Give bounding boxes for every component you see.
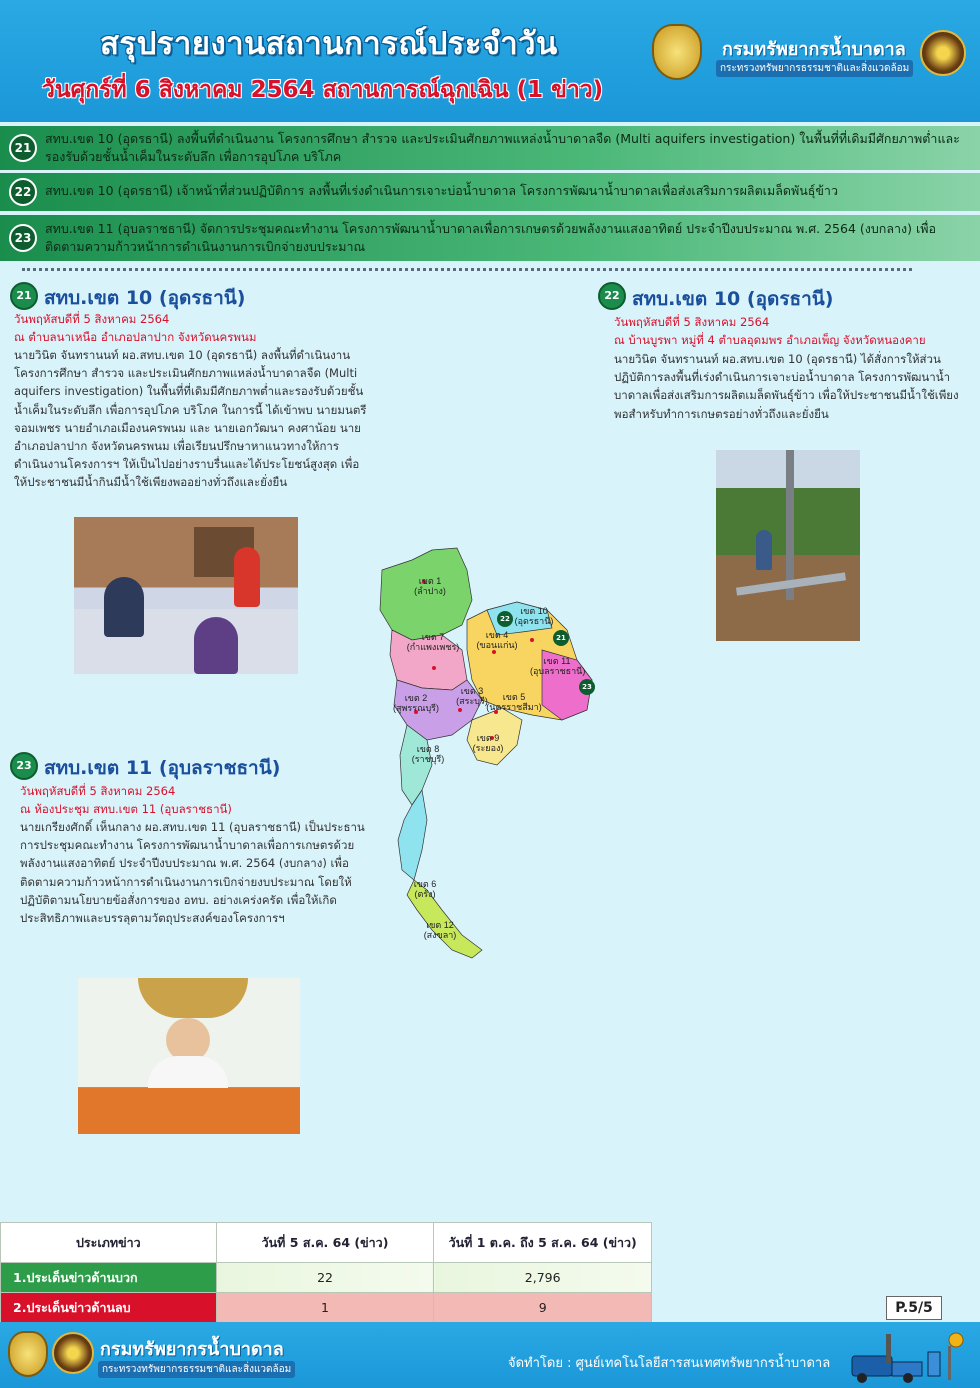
map-label-region-5: เขต 5 (นครราชสีมา) xyxy=(486,692,542,712)
summary-row-23 xyxy=(0,215,980,261)
footer-org-sub: กระทรวงทรัพยากรธรรมชาติและสิ่งแวดล้อม xyxy=(98,1361,295,1378)
page-title: สรุปรายงานสถานการณ์ประจำวัน xyxy=(100,26,558,62)
summary-row-22 xyxy=(0,173,980,211)
positive-today: 22 xyxy=(216,1263,434,1293)
summary-number-badge: 21 xyxy=(9,134,37,162)
footer-department-emblem-icon xyxy=(8,1331,48,1377)
map-label-region-11: เขต 11 (อุบลราชธานี) xyxy=(530,656,586,676)
map-label-region-12: เขต 12 (สงขลา) xyxy=(423,920,457,940)
news-23-photo xyxy=(78,978,300,1134)
department-emblem-icon xyxy=(652,24,702,80)
map-label-region-3: เขต 3 (สระบุรี) xyxy=(456,686,488,706)
news-22-photo xyxy=(716,450,860,641)
header-banner xyxy=(0,0,980,122)
footer-credit: จัดทำโดย : ศูนย์เทคโนโลยีสารสนเทศทรัพยากรน้ำบาดาล xyxy=(508,1356,831,1371)
map-label-region-4: เขต 4 (ขอนแก่น) xyxy=(476,630,518,650)
news-23-location: ณ ห้องประชุม สทบ.เขต 11 (อุบลราชธานี) xyxy=(20,802,232,816)
header-org-name: กรมทรัพยากรน้ำบาดาล xyxy=(722,39,906,60)
map-label-region-9: เขต 9 (ระยอง) xyxy=(472,733,504,753)
negative-today: 1 xyxy=(216,1293,434,1323)
photo-dept-seal xyxy=(138,978,248,1018)
news-22-location: ณ บ้านบูรพา หมู่ที่ 4 ตำบลอุดมพร อำเภอเพ็ญ จังหวัดหนองคาย xyxy=(614,333,926,347)
news-21-title: สทบ.เขต 10 (อุดรธานี) xyxy=(44,287,246,309)
news-23-title: สทบ.เขต 11 (อุบลราชธานี) xyxy=(44,757,281,779)
table-header-total: วันที่ 1 ต.ค. ถึง 5 ส.ค. 64 (ข่าว) xyxy=(434,1223,652,1263)
map-dot xyxy=(492,650,496,654)
photo-person xyxy=(194,617,238,674)
news-21-badge: 21 xyxy=(10,282,38,310)
news-21-body: นายวินิต จันทรานนท์ ผอ.สทบ.เขต 10 (อุดรธานี) ลงพื้นที่ดำเนินงาน โครงการศึกษา สำรวจ และประเมินศักยภาพแหล่งน้ำบาดาลจืด (Multi aquifers investigation) ในพื้นที่ที่เดิมมีศักยภาพต่ำและรองรับด้วยชั้นน้ำเค็มในระดับลึก เพื่อการอุปโภค บริโภค ในการนี้ ได้เข้าพบ นายมนตรี จอมเพชร นายอำเภอเมืองนครพนม และ นายเอกวัฒนา คงศาน้อย นายอำเภอปลาปาก จังหวัดนครพนม เพื่อเรียนปรึกษาหาแนวทางให้การดำเนินงานโครงการฯ ให้เป็นไปอย่างราบรื่นและได้ประโยชน์สูงสุด เพื่อให้ประชาชนมีน้ำกินมีน้ำใช้เพียงพออย่างทั่วถึงและยั่งยืน xyxy=(14,348,367,490)
map-label-region-2: เขต 2 (สุพรรณบุรี) xyxy=(393,693,439,713)
news-21-date: วันพฤหัสบดีที่ 5 สิงหาคม 2564 xyxy=(14,312,170,326)
photo-person xyxy=(234,547,260,607)
map-dot xyxy=(530,638,534,642)
map-dot xyxy=(458,708,462,712)
summary-text: สทบ.เขต 10 (อุดรธานี) เจ้าหน้าที่ส่วนปฏิบัติการ ลงพื้นที่เร่งดำเนินการเจาะบ่อน้ำบาดาล โครงการพัฒนาน้ำบาดาลเพื่อส่งเสริมการผลิตเมล็ดพันธุ์ข้าว xyxy=(45,183,838,198)
map-label-region-7: เขต 7 (กำแพงเพชร) xyxy=(406,632,460,652)
table-header-row xyxy=(1,1223,652,1263)
map-label-region-6: เขต 6 (ตรัง) xyxy=(413,879,437,899)
news-21-location: ณ ตำบลนาเหนือ อำเภอปลาปาก จังหวัดนครพนม xyxy=(14,330,257,344)
photo-drill-mast xyxy=(786,450,794,600)
news-23-body: นายเกรียงศักดิ์ เห็นกลาง ผอ.สทบ.เขต 11 (อุบลราชธานี) เป็นประธานการประชุมคณะทำงาน โครงการพัฒนาน้ำบาดาลเพื่อการเกษตรด้วยพลังงานแสงอาทิตย์ ประจำปีงบประมาณ พ.ศ. 2564 (งบกลาง) เพื่อติดตามความก้าวหน้าการดำเนินงานการเบิกจ่ายงบประมาณ โดยให้ปฏิบัติตามนโยบายข้อสั่งการของ อทบ. อย่างเคร่งครัด เพื่อให้เกิดประสิทธิภาพและบรรลุตามวัตถุประสงค์ของโครงการฯ xyxy=(20,820,365,926)
map-label-region-1: เขต 1 (ลำปาง) xyxy=(414,576,446,596)
summary-text: สทบ.เขต 11 (อุบลราชธานี) จัดการประชุมคณะทำงาน โครงการพัฒนาน้ำบาดาลเพื่อการเกษตรด้วยพลังงานแสงอาทิตย์ ประจำปีงบประมาณ พ.ศ. 2564 (งบกลาง) เพื่อติดตามความก้าวหน้าการดำเนินงานการเบิกจ่ายงบประมาณ xyxy=(45,221,937,254)
negative-label: 2.ประเด็นข่าวด้านลบ xyxy=(1,1293,217,1323)
news-22-body: นายวินิต จันทรานนท์ ผอ.สทบ.เขต 10 (อุดรธานี) ได้สั่งการให้ส่วนปฏิบัติการลงพื้นที่เร่งดำเนินการเจาะบ่อน้ำบาดาล โครงการพัฒนาน้ำบาดาลเพื่อส่งเสริมการผลิตเมล็ดพันธุ์ข้าว เพื่อให้ประชาชนมีน้ำใช้เพียงพอสำหรับทำการเกษตรอย่างทั่วถึงและยั่งยืน xyxy=(614,352,959,421)
map-badge-23: 23 xyxy=(579,679,595,695)
thailand-region-map xyxy=(372,540,602,970)
map-badge-21: 21 xyxy=(553,630,569,646)
summary-number-badge: 23 xyxy=(9,224,37,252)
photo-person xyxy=(104,577,144,637)
photo-desk xyxy=(78,1088,300,1134)
map-label-region-8: เขต 8 (ราชบุรี) xyxy=(411,744,445,764)
table-header-type: ประเภทข่าว xyxy=(1,1223,217,1263)
news-23-badge: 23 xyxy=(10,752,38,780)
photo-shirt xyxy=(148,1056,228,1092)
footer-banner xyxy=(0,1322,980,1388)
page-subtitle: วันศุกร์ที่ 6 สิงหาคม 2564 สถานการณ์ฉุกเฉิน (1 ข่าว) xyxy=(42,77,604,103)
news-23-date: วันพฤหัสบดีที่ 5 สิงหาคม 2564 xyxy=(20,784,176,798)
table-row-negative xyxy=(1,1293,652,1323)
ministry-emblem-icon xyxy=(920,30,966,76)
map-dot xyxy=(432,666,436,670)
drilling-truck-icon xyxy=(848,1332,972,1384)
news-22-title: สทบ.เขต 10 (อุดรธานี) xyxy=(632,288,834,310)
summary-text: สทบ.เขต 10 (อุดรธานี) ลงพื้นที่ดำเนินงาน โครงการศึกษา สำรวจ และประเมินศักยภาพแหล่งน้ำบาดาลจืด (Multi aquifers investigation) ในพื้นที่ที่เดิมมีศักยภาพต่ำและรองรับด้วยชั้นน้ำเค็มในระดับลึก เพื่อการอุปโภค บริโภค xyxy=(45,131,960,164)
photo-worker xyxy=(756,530,772,570)
page-number: P.5/5 xyxy=(886,1296,942,1320)
header-org-sub: กระทรวงทรัพยากรธรรมชาติและสิ่งแวดล้อม xyxy=(716,60,913,77)
summary-number-badge: 22 xyxy=(9,178,37,206)
news-stats-table xyxy=(0,1222,652,1323)
map-label-region-10: เขต 10 (อุดรธานี) xyxy=(514,606,554,626)
map-badge-22: 22 xyxy=(497,611,513,627)
positive-total: 2,796 xyxy=(434,1263,652,1293)
footer-ministry-emblem-icon xyxy=(52,1332,94,1374)
negative-total: 9 xyxy=(434,1293,652,1323)
positive-label: 1.ประเด็นข่าวด้านบวก xyxy=(1,1263,217,1293)
footer-org-name: กรมทรัพยากรน้ำบาดาล xyxy=(100,1339,284,1360)
news-22-date: วันพฤหัสบดีที่ 5 สิงหาคม 2564 xyxy=(614,315,770,329)
dotted-divider xyxy=(22,268,912,271)
table-header-today: วันที่ 5 ส.ค. 64 (ข่าว) xyxy=(216,1223,434,1263)
summary-row-21 xyxy=(0,126,980,170)
table-row-positive xyxy=(1,1263,652,1293)
news-22-badge: 22 xyxy=(598,282,626,310)
news-21-photo xyxy=(74,517,298,674)
